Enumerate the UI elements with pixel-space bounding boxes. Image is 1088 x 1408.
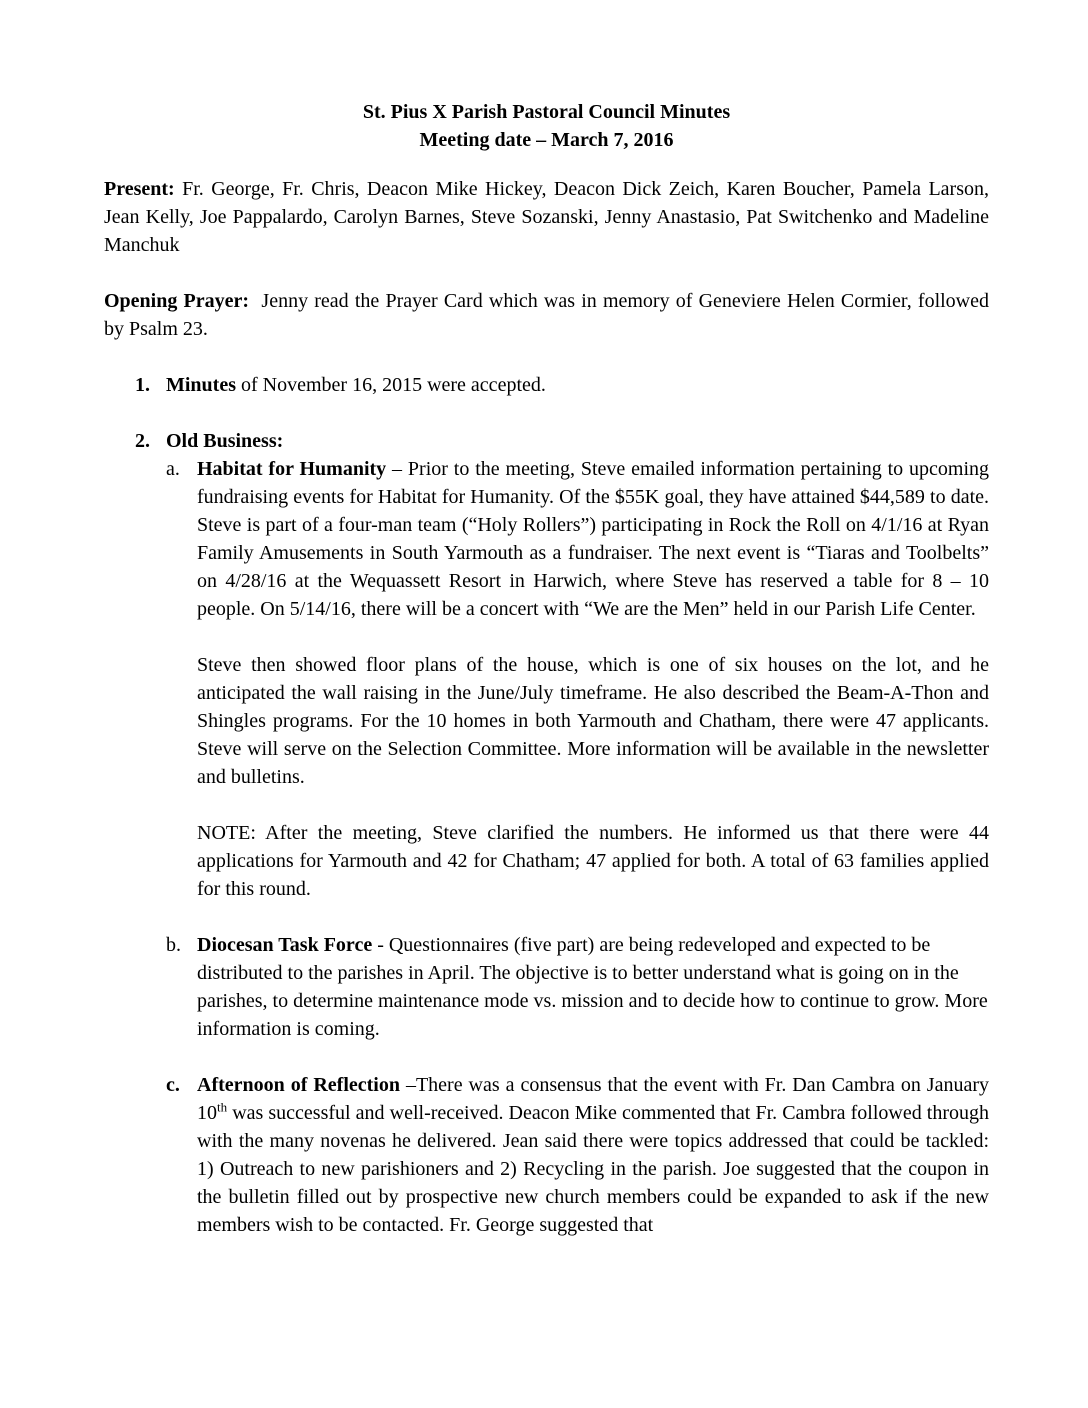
habitat-text: – Prior to the meeting, Steve emailed information pertaining to upcoming fundraising events for Habitat for Humanity. Of the $55K goal, they have attained $44,589 to date. Steve is part of a four-man team (“Holy Rollers”) participating in Rock the Roll on 4/1/16 at Ryan Family Amusements in South Yarmouth as a fundraiser. The next event is “Tiaras and Toolbelts” on 4/28/16 at the Wequassett Resort in Harwich, where Steve has reserved a table for 8 – 10 people. On 5/14/16, there will be a concert with “We are the Men” held in our Parish Life Center.: [197, 458, 989, 620]
habitat-paragraph-1: [197, 455, 989, 623]
subitem-diocesan-task-force: [166, 931, 989, 1043]
diocesan-label: Diocesan Task Force: [197, 934, 373, 956]
subitem-letter: c.: [166, 1074, 180, 1096]
reflection-label: Afternoon of Reflection: [197, 1074, 400, 1096]
present-paragraph: [104, 175, 989, 259]
opening-prayer-text: Jenny read the Prayer Card which was in memory of Geneviere Helen Cormier, followed by Psalm 23.: [104, 290, 989, 340]
minutes-label: Minutes: [166, 374, 236, 396]
old-business-heading: Old Business:: [166, 430, 284, 452]
opening-prayer-label: Opening Prayer:: [104, 290, 250, 312]
subitem-letter: b.: [166, 934, 181, 956]
reflection-paragraph: [197, 1071, 989, 1239]
present-label: Present:: [104, 178, 175, 200]
present-text: Fr. George, Fr. Chris, Deacon Mike Hickey, Deacon Dick Zeich, Karen Boucher, Pamela Larson, Jean Kelly, Joe Pappalardo, Carolyn Barnes, Steve Sozanski, Jenny Anastasio, Pat Switchenko and Madeline Manchuk: [104, 178, 989, 256]
document-page: [104, 98, 989, 1239]
title-line-1: St. Pius X Parish Pastoral Council Minutes: [362, 101, 731, 123]
reflection-text-2: was successful and well-received. Deacon Mike commented that Fr. Cambra followed through with the many novenas he delivered. Jean said there were topics addressed that could be tackled: 1) Outreach to new parishioners and 2) Recycling in the parish. Joe suggested that the coupon in the bulletin filled out by prospective new church members could be expanded to ask if the new members wish to be contacted. Fr. George suggested that: [197, 1102, 989, 1236]
opening-prayer-paragraph: [104, 287, 989, 343]
item-old-business: [135, 427, 989, 455]
title-line-2: Meeting date – March 7, 2016: [419, 129, 674, 151]
diocesan-paragraph: [197, 931, 989, 1043]
reflection-text-1: –There was a consensus that the event with Fr. Dan Cambra on January 10: [197, 1074, 989, 1124]
document-title: [104, 98, 989, 154]
ordinal-suffix: th: [217, 1099, 228, 1115]
habitat-label: Habitat for Humanity: [197, 458, 387, 480]
diocesan-text: - Questionnaires (five part) are being redeveloped and expected to be distributed to the parishes in April. The objective is to better understand what is going on in the parishes, to determine maintenance mode vs. mission and to decide how to continue to grow. More information is coming.: [197, 934, 988, 1040]
minutes-text: of November 16, 2015 were accepted.: [236, 374, 546, 396]
item-number: 1.: [135, 374, 150, 396]
subitem-habitat: [166, 455, 989, 903]
subitem-letter: a.: [166, 458, 180, 480]
subitem-afternoon-of-reflection: [166, 1071, 989, 1239]
habitat-note: NOTE: After the meeting, Steve clarified the numbers. He informed us that there were 44 applications for Yarmouth and 42 for Chatham; 47 applied for both. A total of 63 families applied for this round.: [197, 822, 989, 900]
habitat-paragraph-2: Steve then showed floor plans of the house, which is one of six houses on the lot, and he anticipated the wall raising in the June/July timeframe. He also described the Beam-A-Thon and Shingles programs. For the 10 homes in both Yarmouth and Chatham, there were 47 applicants. Steve will serve on the Selection Committee. More information will be available in the newsletter and bulletins.: [197, 654, 989, 788]
item-number: 2.: [135, 430, 150, 452]
item-minutes: [135, 371, 989, 399]
